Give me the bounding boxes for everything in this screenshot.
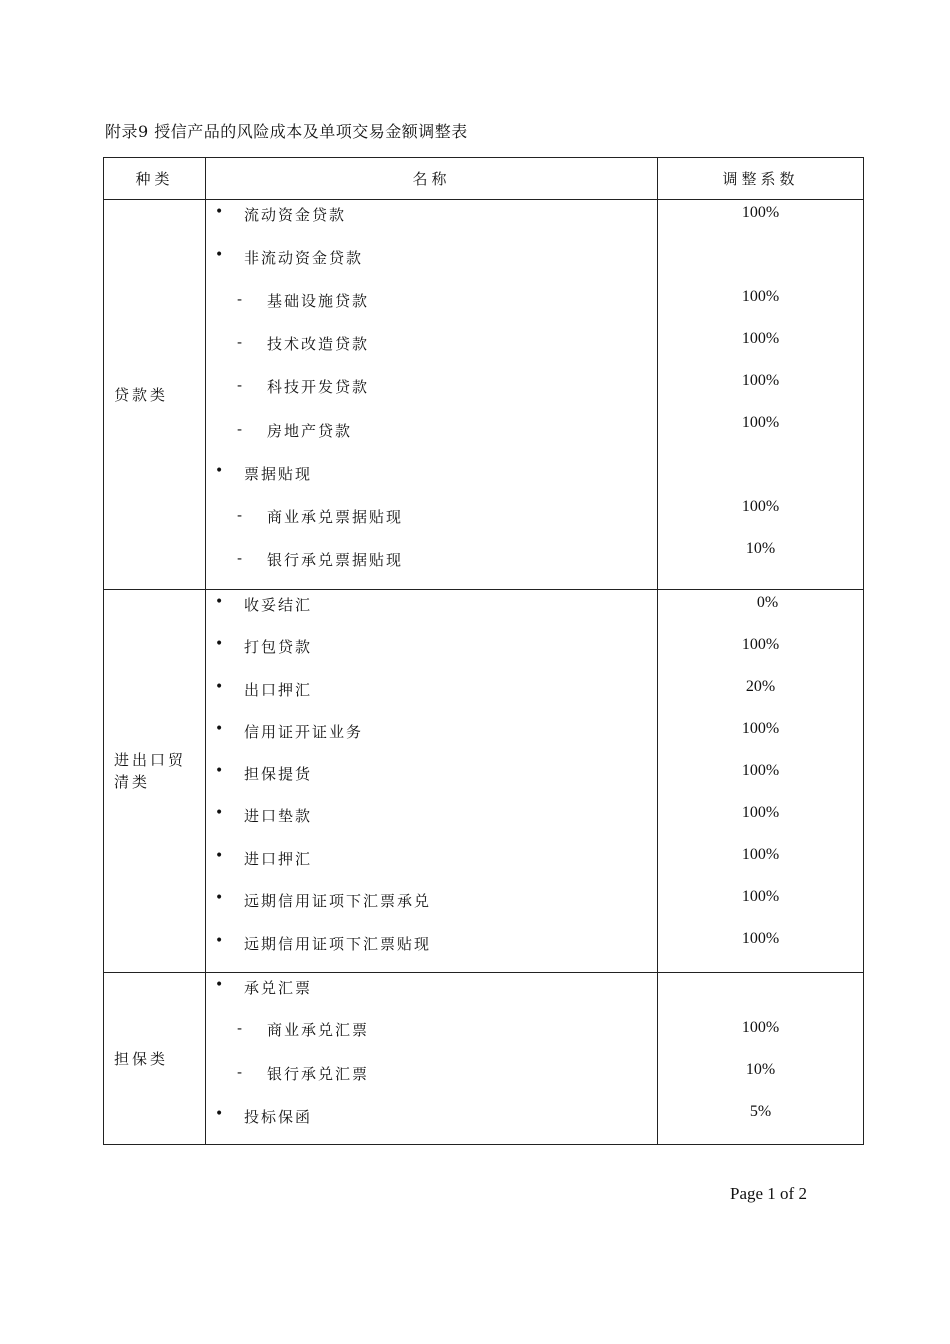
category-cell (104, 200, 206, 590)
coefficient-value: 100% (741, 762, 780, 779)
dash-icon: - (237, 420, 245, 438)
item-label: 出口押汇 (244, 681, 313, 699)
document-title: 附录9 授信产品的风险成本及单项交易金额调整表 (105, 122, 468, 141)
item-label: 基础设施贷款 (267, 292, 370, 310)
list-item (206, 721, 657, 763)
item-label: 担保提货 (244, 765, 313, 783)
list-item (206, 636, 657, 679)
name-cell (206, 590, 658, 973)
coefficient-value: 10% (745, 540, 776, 557)
bullet-icon: • (215, 679, 226, 695)
coefficient-value: 100% (741, 804, 780, 821)
list-subitem (206, 1019, 657, 1063)
item-label: 进口押汇 (244, 850, 313, 868)
coefficient-cell (658, 200, 864, 590)
coefficient-value: 100% (741, 888, 780, 905)
dash-icon: - (237, 1019, 245, 1037)
list-item (206, 247, 657, 290)
item-label: 商业承兑汇票 (267, 1021, 370, 1039)
list-item (206, 848, 657, 890)
list-item (206, 763, 657, 805)
dash-icon: - (237, 549, 245, 567)
list-item (206, 594, 657, 636)
coefficient-cell (658, 973, 864, 1145)
category-label: 进出口贸清类 (114, 751, 187, 791)
item-label: 进口垫款 (244, 807, 313, 825)
table-row-trade (104, 590, 864, 973)
bullet-icon: • (215, 763, 226, 779)
coefficient-value: 100% (741, 288, 780, 305)
item-label: 房地产贷款 (267, 422, 353, 440)
coefficient-value: 100% (741, 846, 780, 863)
bullet-icon: • (215, 805, 226, 821)
item-label: 银行承兑票据贴现 (267, 551, 404, 569)
category-cell (104, 590, 206, 973)
list-item (206, 805, 657, 848)
category-label: 担保类 (114, 1049, 169, 1068)
header-name: 名称 (206, 158, 658, 200)
category-cell (104, 973, 206, 1145)
coefficient-value (658, 977, 863, 1019)
coefficient-value: 100% (741, 330, 780, 347)
item-label: 科技开发贷款 (267, 378, 370, 396)
bullet-icon: • (215, 636, 226, 652)
item-label: 银行承兑汇票 (267, 1065, 370, 1083)
dash-icon: - (237, 376, 245, 394)
list-subitem (206, 333, 657, 376)
list-item (206, 679, 657, 721)
list-item (206, 204, 657, 247)
bullet-icon: • (215, 204, 226, 220)
coefficient-value: 100% (741, 1019, 780, 1036)
bullet-icon: • (215, 1106, 226, 1122)
item-label: 远期信用证项下汇票贴现 (244, 935, 432, 953)
header-coefficient: 调整系数 (658, 158, 864, 200)
list-item (206, 933, 657, 967)
coefficient-value: 0% (756, 594, 779, 611)
bullet-icon: • (215, 247, 226, 263)
item-label: 信用证开证业务 (244, 723, 364, 741)
coefficient-value: 100% (741, 498, 780, 515)
item-label: 非流动资金贷款 (244, 249, 364, 267)
dash-icon: - (237, 506, 245, 524)
adjustment-table (103, 157, 864, 1145)
table-row-loans (104, 200, 864, 590)
item-label: 收妥结汇 (244, 596, 313, 614)
coefficient-value: 100% (741, 636, 780, 653)
item-label: 投标保函 (244, 1108, 313, 1126)
list-subitem (206, 420, 657, 463)
item-label: 打包贷款 (244, 638, 313, 656)
list-item (206, 890, 657, 933)
coefficient-value: 100% (741, 372, 780, 389)
header-type: 种类 (104, 158, 206, 200)
list-subitem (206, 376, 657, 420)
list-subitem (206, 549, 657, 589)
bullet-icon: • (215, 594, 226, 610)
list-item (206, 1106, 657, 1140)
bullet-icon: • (215, 848, 226, 864)
list-subitem (206, 1063, 657, 1106)
item-label: 流动资金贷款 (244, 206, 347, 224)
item-label: 票据贴现 (244, 465, 313, 483)
list-subitem (206, 506, 657, 549)
item-label: 商业承兑票据贴现 (267, 508, 404, 526)
bullet-icon: • (215, 463, 226, 479)
dash-icon: - (237, 1063, 245, 1081)
name-cell (206, 200, 658, 590)
coefficient-value: 100% (741, 930, 780, 947)
coefficient-value: 10% (745, 1061, 776, 1078)
list-item (206, 463, 657, 506)
coefficient-value: 100% (741, 414, 780, 431)
table-row-guarantee (104, 973, 864, 1145)
table-header-row (104, 158, 864, 200)
item-label: 远期信用证项下汇票承兑 (244, 892, 432, 910)
list-subitem (206, 290, 657, 333)
bullet-icon: • (215, 890, 226, 906)
list-item (206, 977, 657, 1019)
coefficient-value: 100% (741, 720, 780, 737)
dash-icon: - (237, 333, 245, 351)
category-label: 贷款类 (114, 385, 169, 404)
bullet-icon: • (215, 977, 226, 993)
bullet-icon: • (215, 721, 226, 737)
page-number: Page 1 of 2 (730, 1184, 807, 1203)
item-label: 承兑汇票 (244, 979, 313, 997)
dash-icon: - (237, 290, 245, 308)
bullet-icon: • (215, 933, 226, 949)
name-cell (206, 973, 658, 1145)
item-label: 技术改造贷款 (267, 335, 370, 353)
coefficient-value: 100% (741, 204, 780, 221)
coefficient-cell (658, 590, 864, 973)
coefficient-value: 20% (745, 678, 776, 695)
coefficient-value: 5% (749, 1103, 772, 1120)
